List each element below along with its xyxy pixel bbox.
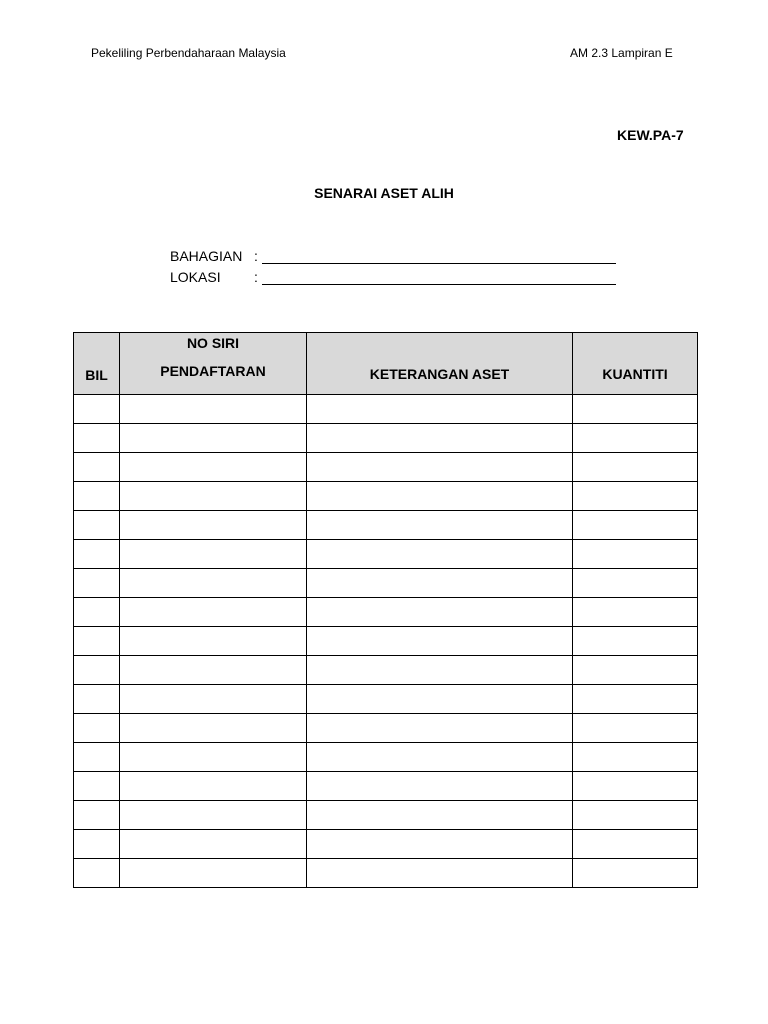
keterangan-cell[interactable]: [307, 598, 573, 627]
keterangan-cell[interactable]: [307, 830, 573, 859]
no-siri-cell[interactable]: [120, 685, 307, 714]
bahagian-line: [262, 263, 616, 264]
table-row: [74, 801, 698, 830]
keterangan-cell[interactable]: [307, 685, 573, 714]
bil-cell[interactable]: [74, 859, 120, 888]
column-header-bil-text: BIL: [85, 367, 108, 383]
bil-cell[interactable]: [74, 598, 120, 627]
bil-cell[interactable]: [74, 453, 120, 482]
table-row: [74, 714, 698, 743]
column-header-kuantiti: [573, 333, 698, 395]
no-siri-cell[interactable]: [120, 569, 307, 598]
keterangan-cell[interactable]: [307, 772, 573, 801]
keterangan-cell[interactable]: [307, 714, 573, 743]
column-header-keterangan-text: KETERANGAN ASET: [369, 366, 510, 382]
keterangan-cell[interactable]: [307, 569, 573, 598]
table-row: [74, 830, 698, 859]
bil-cell[interactable]: [74, 395, 120, 424]
column-header-no-siri-line2: PENDAFTARAN: [160, 363, 266, 379]
kuantiti-cell[interactable]: [573, 598, 698, 627]
kuantiti-cell[interactable]: [573, 540, 698, 569]
bil-cell[interactable]: [74, 540, 120, 569]
keterangan-cell[interactable]: [307, 801, 573, 830]
table-row: [74, 482, 698, 511]
kuantiti-cell[interactable]: [573, 801, 698, 830]
bil-cell[interactable]: [74, 685, 120, 714]
bil-cell[interactable]: [74, 656, 120, 685]
kuantiti-cell[interactable]: [573, 627, 698, 656]
no-siri-cell[interactable]: [120, 627, 307, 656]
table-body: [74, 395, 698, 888]
keterangan-cell[interactable]: [307, 424, 573, 453]
bil-cell[interactable]: [74, 714, 120, 743]
keterangan-cell[interactable]: [307, 395, 573, 424]
document-title: SENARAI ASET ALIH: [314, 185, 454, 201]
table-header-row: [74, 333, 698, 395]
no-siri-cell[interactable]: [120, 859, 307, 888]
keterangan-cell[interactable]: [307, 743, 573, 772]
bahagian-colon: :: [254, 248, 258, 264]
form-code: KEW.PA-7: [617, 127, 684, 143]
column-header-no-siri-line1: NO SIRI: [186, 335, 240, 351]
bahagian-label: BAHAGIAN: [170, 248, 243, 264]
kuantiti-cell[interactable]: [573, 656, 698, 685]
kuantiti-cell[interactable]: [573, 395, 698, 424]
header-right-text: AM 2.3 Lampiran E: [570, 46, 673, 60]
table-row: [74, 685, 698, 714]
kuantiti-cell[interactable]: [573, 714, 698, 743]
keterangan-cell[interactable]: [307, 656, 573, 685]
column-header-kuantiti-text: KUANTITI: [602, 366, 668, 382]
column-header-no-siri: [120, 333, 307, 395]
kuantiti-cell[interactable]: [573, 511, 698, 540]
table-row: [74, 540, 698, 569]
bil-cell[interactable]: [74, 743, 120, 772]
table-row: [74, 859, 698, 888]
no-siri-cell[interactable]: [120, 424, 307, 453]
table-row: [74, 395, 698, 424]
table-row: [74, 627, 698, 656]
asset-table: [73, 332, 698, 888]
header-left-text: Pekeliling Perbendaharaan Malaysia: [91, 46, 286, 60]
table-row: [74, 598, 698, 627]
table-row: [74, 772, 698, 801]
bil-cell[interactable]: [74, 772, 120, 801]
keterangan-cell[interactable]: [307, 482, 573, 511]
no-siri-cell[interactable]: [120, 395, 307, 424]
bil-cell[interactable]: [74, 830, 120, 859]
kuantiti-cell[interactable]: [573, 743, 698, 772]
kuantiti-cell[interactable]: [573, 772, 698, 801]
lokasi-label: LOKASI: [170, 269, 221, 285]
no-siri-cell[interactable]: [120, 743, 307, 772]
bil-cell[interactable]: [74, 627, 120, 656]
keterangan-cell[interactable]: [307, 453, 573, 482]
bil-cell[interactable]: [74, 482, 120, 511]
keterangan-cell[interactable]: [307, 859, 573, 888]
kuantiti-cell[interactable]: [573, 685, 698, 714]
keterangan-cell[interactable]: [307, 511, 573, 540]
kuantiti-cell[interactable]: [573, 859, 698, 888]
table-row: [74, 656, 698, 685]
kuantiti-cell[interactable]: [573, 569, 698, 598]
lokasi-colon: :: [254, 269, 258, 285]
bil-cell[interactable]: [74, 511, 120, 540]
column-header-bil: [74, 333, 120, 395]
kuantiti-cell[interactable]: [573, 830, 698, 859]
table-row: [74, 453, 698, 482]
no-siri-cell[interactable]: [120, 511, 307, 540]
table-row: [74, 743, 698, 772]
table-row: [74, 424, 698, 453]
keterangan-cell[interactable]: [307, 540, 573, 569]
no-siri-cell[interactable]: [120, 482, 307, 511]
no-siri-cell[interactable]: [120, 656, 307, 685]
no-siri-cell[interactable]: [120, 772, 307, 801]
lokasi-line: [262, 284, 616, 285]
no-siri-cell[interactable]: [120, 714, 307, 743]
bil-cell[interactable]: [74, 801, 120, 830]
no-siri-cell[interactable]: [120, 598, 307, 627]
no-siri-cell[interactable]: [120, 540, 307, 569]
table-row: [74, 511, 698, 540]
kuantiti-cell[interactable]: [573, 453, 698, 482]
no-siri-cell[interactable]: [120, 830, 307, 859]
bil-cell[interactable]: [74, 424, 120, 453]
keterangan-cell[interactable]: [307, 627, 573, 656]
column-header-keterangan: [307, 333, 573, 395]
bil-cell[interactable]: [74, 569, 120, 598]
no-siri-cell[interactable]: [120, 801, 307, 830]
no-siri-cell[interactable]: [120, 453, 307, 482]
kuantiti-cell[interactable]: [573, 424, 698, 453]
kuantiti-cell[interactable]: [573, 482, 698, 511]
table-row: [74, 569, 698, 598]
